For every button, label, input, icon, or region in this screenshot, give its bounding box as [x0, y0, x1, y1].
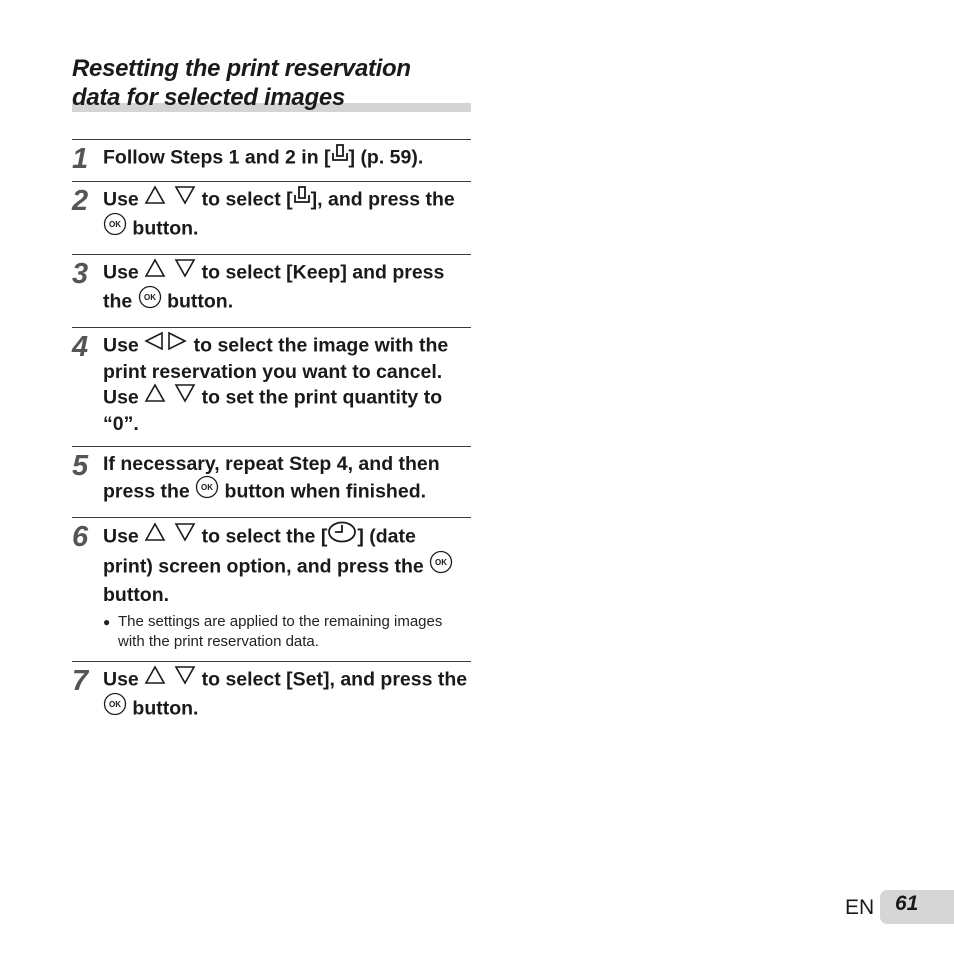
step-text-segment: ] (p. 59).	[348, 146, 424, 169]
step-text-segment: to select [Set], and press the	[196, 668, 468, 691]
up-down-arrows-icon	[144, 522, 196, 549]
ok-button-icon	[103, 692, 127, 723]
section-title	[72, 54, 471, 112]
up-down-arrows-icon	[144, 665, 196, 692]
step-note	[103, 612, 471, 652]
ok-button-icon	[429, 550, 453, 581]
step-text-segment: button.	[127, 697, 199, 720]
step-text-segment: If necessary, repeat Step 4, and then press the	[103, 453, 440, 503]
step-number: 6	[72, 521, 89, 553]
step-text-segment: ], and press the	[310, 188, 455, 211]
step-text-segment: to select [Keep] and press the	[103, 261, 445, 313]
section-title-line-1: Resetting the print reservation	[72, 55, 411, 82]
page-number: 61	[895, 892, 919, 915]
ok-label: OK	[109, 220, 121, 229]
up-down-arrows-icon	[144, 383, 196, 410]
step-number: 5	[72, 450, 89, 482]
ok-label: OK	[201, 483, 214, 492]
step-text-segment: Use	[103, 261, 145, 284]
step-text-segment: Use	[103, 334, 145, 357]
step-text-segment: button.	[103, 584, 170, 606]
step-text-segment: Follow Steps 1 and 2 in [	[103, 146, 331, 169]
step-5	[72, 446, 471, 517]
step-text-segment: to select the [	[196, 525, 328, 548]
step-text	[103, 333, 471, 437]
language-label: EN	[845, 896, 875, 919]
step-text	[103, 145, 471, 172]
step-text-segment: button.	[161, 290, 234, 313]
ok-label: OK	[109, 700, 121, 709]
step-text	[103, 667, 471, 725]
ok-button-icon	[195, 475, 219, 506]
step-text-segment: ] (date print) screen option, and press the	[103, 525, 430, 578]
step-3	[72, 254, 471, 327]
ok-label: OK	[143, 293, 156, 302]
step-number: 4	[72, 331, 89, 363]
step-7	[72, 661, 471, 734]
step-number: 7	[72, 665, 89, 697]
up-down-arrows-icon	[144, 258, 196, 285]
step-2	[72, 181, 471, 254]
step-6	[72, 517, 471, 661]
step-text	[103, 260, 471, 318]
step-text-segment: button when finished.	[219, 480, 427, 503]
step-text	[103, 452, 471, 508]
step-1	[72, 139, 471, 181]
section-title-line-2: data for selected images	[72, 84, 345, 111]
step-4	[72, 327, 471, 446]
ok-label: OK	[435, 558, 448, 567]
ok-button-icon	[138, 285, 162, 316]
step-text	[103, 523, 471, 608]
step-text-segment: button.	[127, 217, 199, 240]
step-text-segment: Use	[103, 188, 145, 211]
steps-list	[72, 139, 471, 734]
step-text-segment: to select [	[196, 188, 293, 211]
step-text	[103, 187, 471, 245]
print-order-icon	[293, 185, 311, 212]
ok-button-icon	[103, 212, 127, 243]
step-number: 2	[72, 185, 89, 217]
clock-icon	[327, 521, 357, 550]
step-text-segment: Use	[103, 525, 145, 548]
step-text-segment: Use	[103, 668, 145, 691]
step-note-text: The settings are applied to the remaining images with the print reservation data.	[118, 613, 443, 650]
step-text-segment: to set the print quantity to “0”.	[103, 386, 443, 435]
step-number: 3	[72, 258, 89, 290]
step-text-segment: to select the image with the print reservation you want to cancel. Use	[103, 334, 449, 409]
up-down-arrows-icon	[144, 185, 196, 212]
bullet-icon: ●	[103, 615, 111, 629]
print-order-icon	[331, 143, 349, 170]
step-number: 1	[72, 143, 89, 175]
left-right-arrows-icon	[144, 331, 188, 358]
